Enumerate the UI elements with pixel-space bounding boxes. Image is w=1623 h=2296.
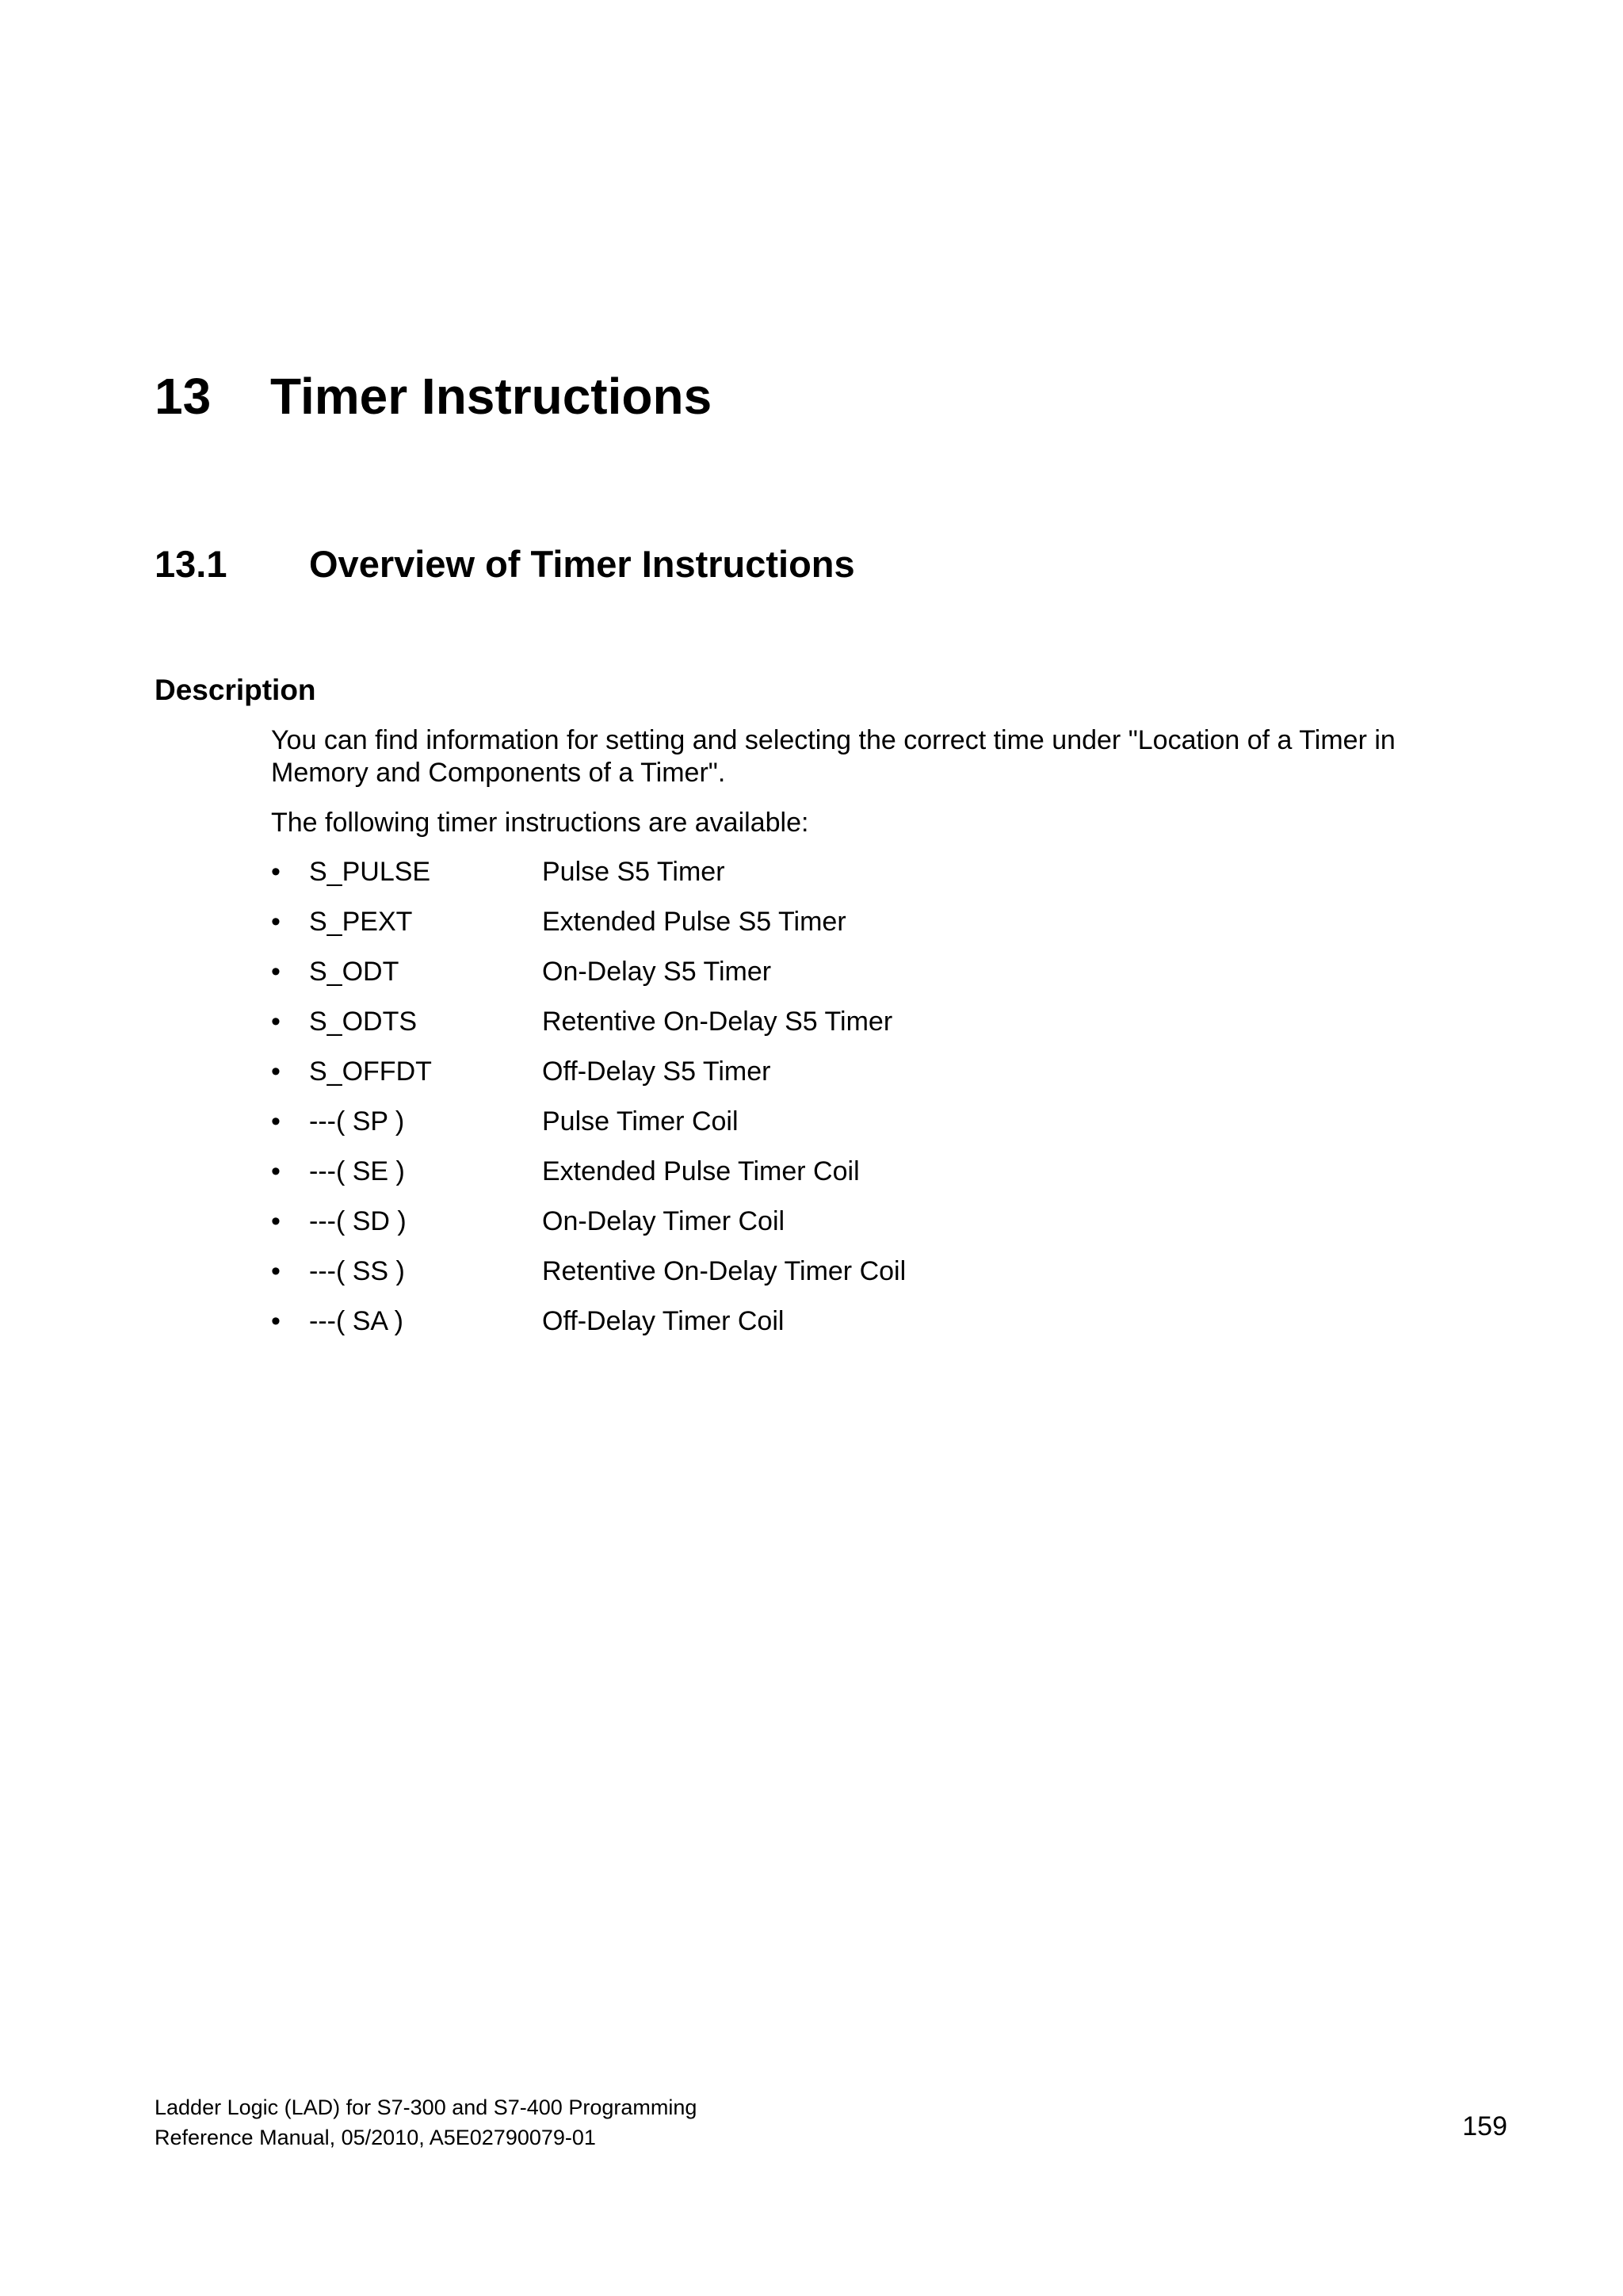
instruction-name: ---( SA ) [309,1306,403,1336]
section-heading [155,545,855,583]
list-item [271,956,906,1006]
bullet-icon: • [271,1156,281,1186]
instruction-name: ---( SS ) [309,1256,405,1286]
list-item [271,1305,906,1355]
instruction-description: Extended Pulse Timer Coil [542,1156,860,1186]
list-item [271,1056,906,1106]
section-number: 13.1 [155,543,227,585]
instruction-description: On-Delay Timer Coil [542,1206,785,1236]
instruction-description: Pulse S5 Timer [542,857,725,887]
instruction-description: Off-Delay Timer Coil [542,1306,785,1336]
bullet-icon: • [271,1206,281,1236]
chapter-title: Timer Instructions [270,368,712,425]
list-item [271,1255,906,1305]
instruction-name: ---( SE ) [309,1156,405,1186]
chapter-number: 13 [155,368,212,425]
instruction-name: ---( SD ) [309,1206,407,1236]
list-item [271,1006,906,1056]
instruction-description: Retentive On-Delay Timer Coil [542,1256,907,1286]
footer [155,2092,697,2153]
list-item [271,1205,906,1255]
instruction-description: On-Delay S5 Timer [542,957,772,987]
bullet-icon: • [271,907,281,937]
instruction-name: S_ODTS [309,1007,418,1037]
instruction-name: S_PULSE [309,857,431,887]
bullet-icon: • [271,1306,281,1336]
intro-paragraph: You can find information for setting and selecting the correct time under "Location of a Timer in Memory and Components of a Timer". [271,725,1396,788]
bullet-icon: • [271,1056,281,1087]
bullet-icon: • [271,1007,281,1037]
list-item [271,906,906,956]
bullet-icon: • [271,857,281,887]
bullet-icon: • [271,957,281,987]
instruction-name: S_OFFDT [309,1056,432,1087]
page-number: 159 [1462,2111,1507,2141]
bullet-icon: • [271,1106,281,1137]
timer-instruction-list [271,856,906,1355]
instruction-description: Retentive On-Delay S5 Timer [542,1007,893,1037]
instruction-name: S_ODT [309,957,399,987]
available-paragraph: The following timer instructions are available: [271,808,809,838]
instruction-description: Extended Pulse S5 Timer [542,907,846,937]
list-item [271,856,906,906]
instruction-name: ---( SP ) [309,1106,405,1137]
footer-line-1: Ladder Logic (LAD) for S7-300 and S7-400 Programming [155,2095,697,2119]
chapter-heading [155,368,712,425]
list-item [271,1106,906,1156]
description-subheading: Description [155,674,316,706]
section-title: Overview of Timer Instructions [309,543,855,585]
bullet-icon: • [271,1256,281,1286]
list-item [271,1156,906,1205]
instruction-description: Off-Delay S5 Timer [542,1056,771,1087]
footer-line-2: Reference Manual, 05/2010, A5E02790079-01 [155,2126,596,2149]
instruction-description: Pulse Timer Coil [542,1106,739,1137]
instruction-name: S_PEXT [309,907,413,937]
